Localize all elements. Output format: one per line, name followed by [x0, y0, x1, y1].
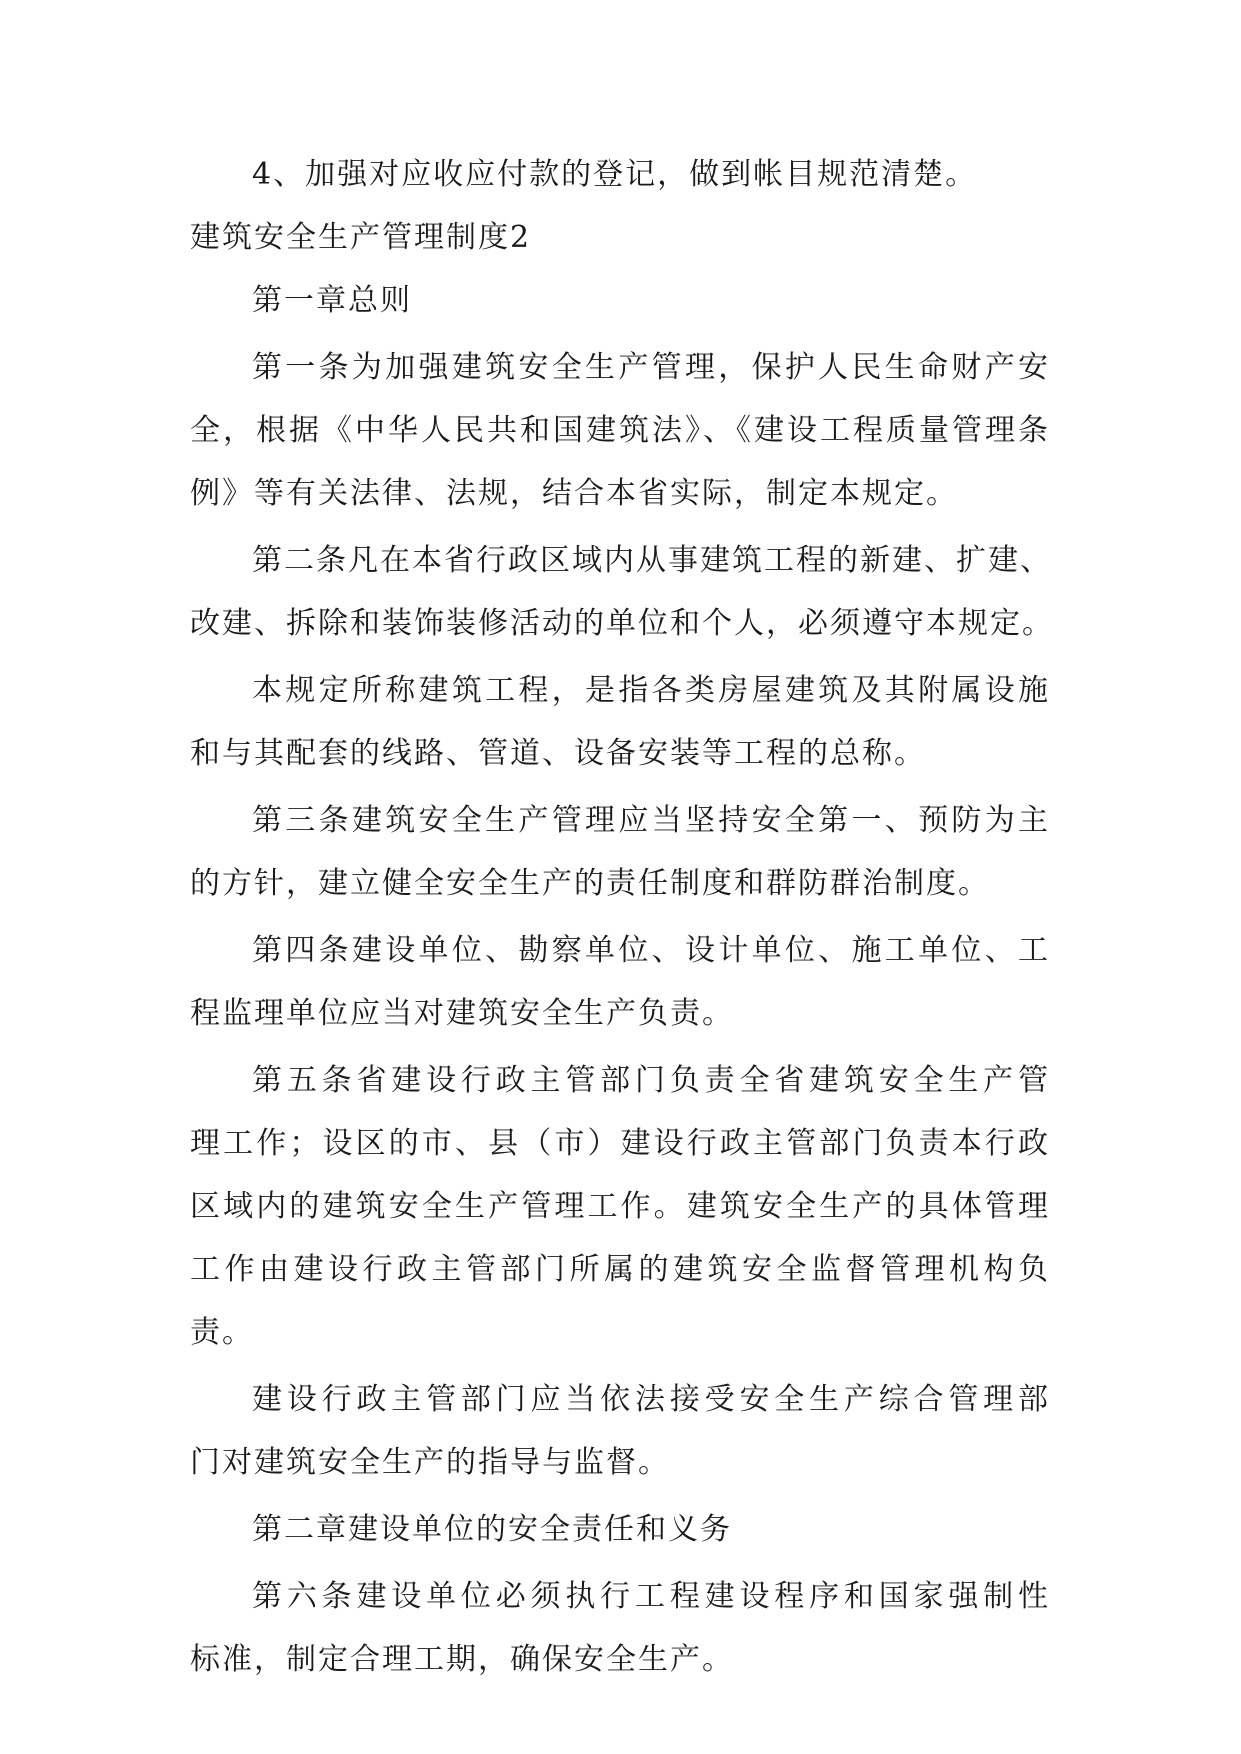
paragraph-line: 第一条为加强建筑安全生产管理，保护人民生命财产安 — [252, 350, 1050, 385]
paragraph-line: 第三条建筑安全生产管理应当坚持安全第一、预防为主 — [252, 803, 1050, 838]
paragraph-line: 和与其配套的线路、管道、设备安装等工程的总称。 — [190, 736, 926, 771]
paragraph-line: 第五条省建设行政主管部门负责全省建筑安全生产管 — [252, 1063, 1050, 1098]
paragraph-line: 全，根据《中华人民共和国建筑法》、《建设工程质量管理条 — [190, 413, 1050, 448]
paragraph-line: 4、加强对应收应付款的登记，做到帐目规范清楚。 — [252, 157, 978, 192]
paragraph-line: 第六条建设单位必须执行工程建设程序和国家强制性 — [252, 1579, 1050, 1614]
paragraph-line: 标准，制定合理工期，确保安全生产。 — [190, 1642, 734, 1677]
chapter-heading: 第二章建设单位的安全责任和义务 — [252, 1512, 732, 1547]
chapter-heading: 第一章总则 — [252, 283, 412, 318]
paragraph-line: 责。 — [190, 1315, 254, 1350]
paragraph-line: 建设行政主管部门应当依法接受安全生产综合管理部 — [252, 1382, 1050, 1417]
paragraph-line: 第二条凡在本省行政区域内从事建筑工程的新建、扩建、 — [252, 543, 1052, 578]
paragraph-line: 的方针，建立健全安全生产的责任制度和群防群治制度。 — [190, 866, 990, 901]
paragraph-line: 第四条建设单位、勘察单位、设计单位、施工单位、工 — [252, 933, 1050, 968]
paragraph-line: 本规定所称建筑工程，是指各类房屋建筑及其附属设施 — [252, 673, 1050, 708]
paragraph-line: 程监理单位应当对建筑安全生产负责。 — [190, 996, 734, 1031]
paragraph-line: 门对建筑安全生产的指导与监督。 — [190, 1445, 670, 1480]
paragraph-line: 区域内的建筑安全生产管理工作。建筑安全生产的具体管理 — [190, 1189, 1050, 1224]
paragraph-line: 例》等有关法律、法规，结合本省实际，制定本规定。 — [190, 476, 958, 511]
paragraph-line: 工作由建设行政主管部门所属的建筑安全监督管理机构负 — [190, 1252, 1050, 1287]
paragraph-line: 改建、拆除和装饰装修活动的单位和个人，必须遵守本规定。 — [190, 606, 1054, 641]
document-title: 建筑安全生产管理制度2 — [190, 220, 532, 255]
paragraph-line: 理工作；设区的市、县（市）建设行政主管部门负责本行政 — [190, 1126, 1050, 1161]
document-body — [190, 157, 1054, 1677]
